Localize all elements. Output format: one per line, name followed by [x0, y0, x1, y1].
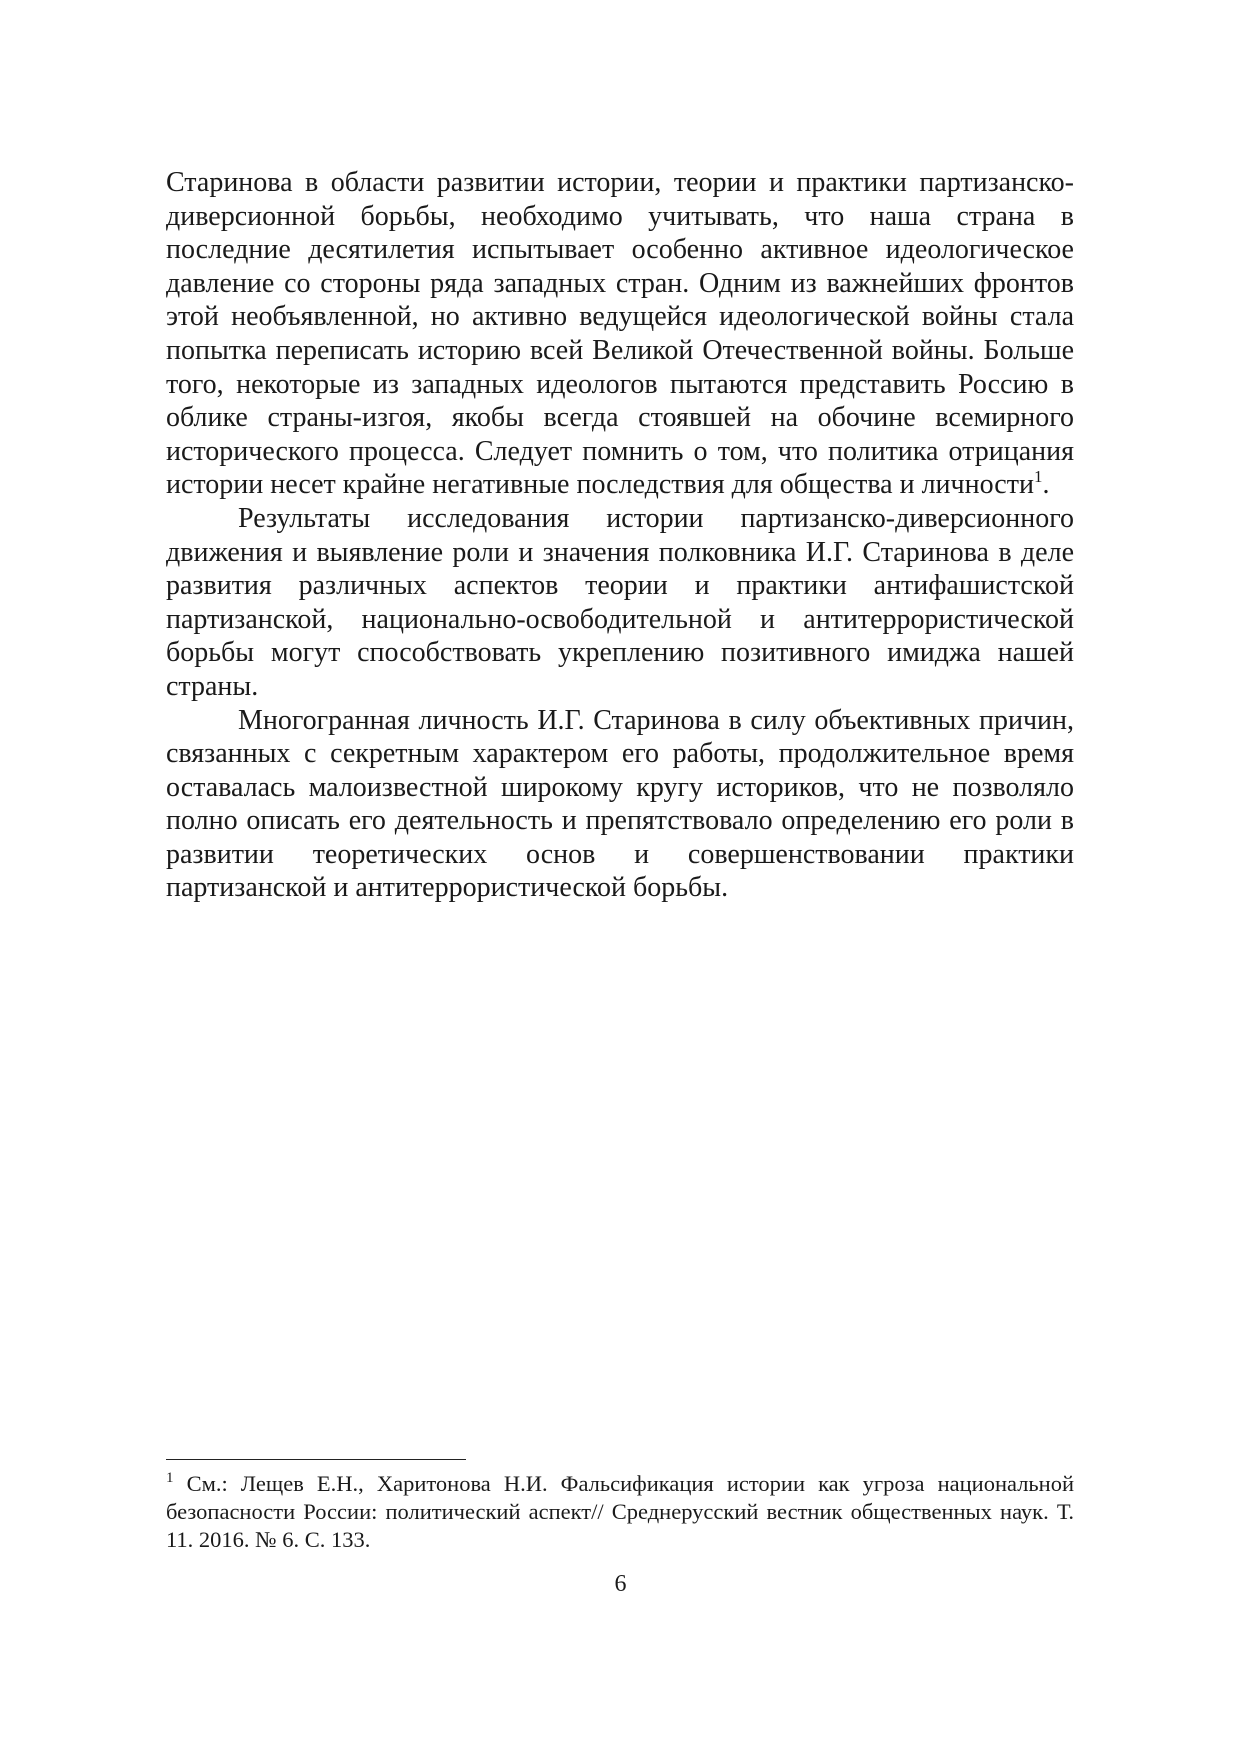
footnote-number: 1 — [166, 1470, 174, 1486]
paragraph-1 — [166, 166, 1074, 502]
page-number: 6 — [614, 1571, 627, 1597]
footnote — [166, 1470, 1074, 1554]
footnote-text: См.: Лещев Е.Н., Харитонова Н.И. Фальсификация истории как угроза национальной безопасности России: политический аспект// Среднерусский вестник общественных наук. Т. 11. 2016. № 6. С. 133. — [166, 1471, 1075, 1552]
paragraph-2: Результаты исследования истории партизанско-диверсионного движения и выявление роли и значения полковника И.Г. Старинова в деле развития различных аспектов теории и практики антифашистской партизанской, национально-освободительной и антитеррористической борьбы могут способствовать укреплению позитивного имиджа нашей страны. — [166, 502, 1074, 702]
body-text — [166, 166, 1074, 905]
footnote-reference: 1 — [1033, 467, 1043, 487]
paragraph-1-end: . — [1042, 469, 1050, 501]
paragraph-1-text: Старинова в области развитии истории, теории и практики партизанско-диверсионной борьбы, необходимо учитывать, что наша страна в последние десятилетия испытывает особенно активное идеологическое давление со стороны ряда западных стран. Одним из важнейших фронтов этой необъявленной, но активно ведущейся идеологической войны стала попытка переписать историю всей Великой Отечественной войны. Больше того, некоторые из западных идеологов пытаются представить Россию в облике страны-изгоя, якобы всегда стоявшей на обочине всемирного исторического процесса. Следует помнить о том, что политика отрицания истории несет крайне негативные последствия для общества и личности — [166, 167, 1074, 501]
footnote-separator — [166, 1459, 466, 1460]
paragraph-3: Многогранная личность И.Г. Старинова в силу объективных причин, связанных с секретным характером его работы, продолжительное время оставалась малоизвестной широкому кругу историков, что не позволяло полно описать его деятельность и препятствовало определению его роли в развитии теоретических основ и совершенствовании практики партизанской и антитеррористической борьбы. — [166, 704, 1074, 904]
